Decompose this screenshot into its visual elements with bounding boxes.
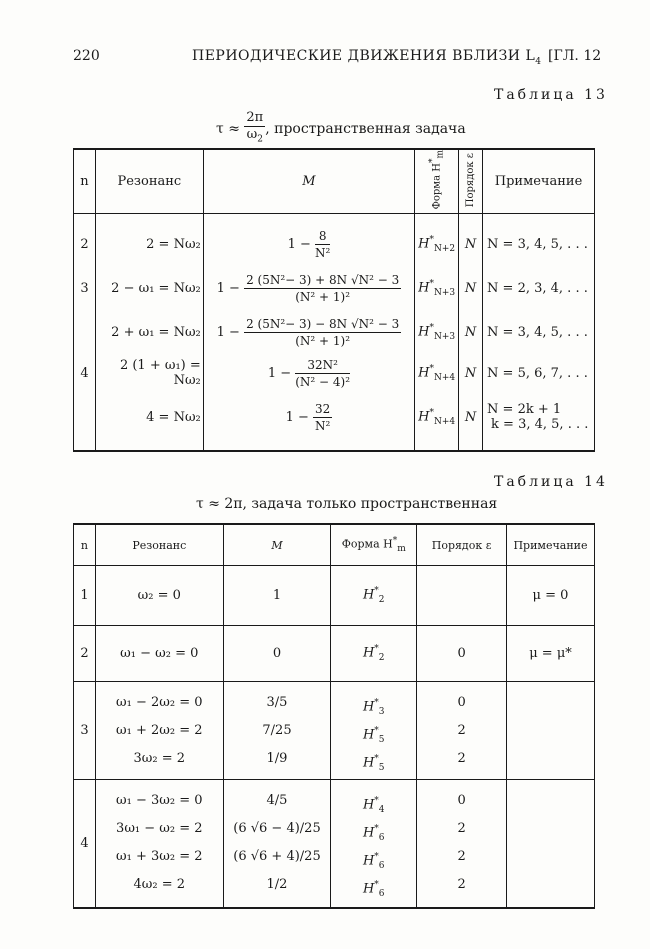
- cell-resonance: ω₁ − ω₂ = 0: [95, 626, 223, 682]
- cell-n: [74, 310, 96, 354]
- cell-form: $H^*_4$ $H^*_6$ $H^*_6$ $H^*_6$: [331, 780, 417, 908]
- cell-n: 2: [74, 214, 96, 267]
- col-header-m: M: [223, 524, 331, 566]
- cell-m: 4/5 (6 √6 − 4)/25 (6 √6 + 4)/25 1/2: [223, 780, 331, 908]
- cell-order: N: [459, 266, 483, 310]
- cell-note: μ = 0: [507, 566, 595, 626]
- table13-row: [74, 354, 595, 392]
- col-header-form: Форма $H^*_m$: [415, 149, 459, 214]
- cell-n: [74, 392, 96, 442]
- cell-note: N = 5, 6, 7, . . .: [483, 354, 595, 392]
- cell-order: [417, 566, 507, 626]
- cell-form: $H^*_{N+2}$: [415, 214, 459, 267]
- col-header-note: Примечание: [483, 149, 595, 214]
- table13-row: [74, 214, 595, 267]
- cell-order: N: [459, 354, 483, 392]
- table14-group: [74, 626, 595, 682]
- cell-note: [507, 682, 595, 780]
- col-header-m: M: [203, 149, 414, 214]
- cell-note: N = 2k + 1 k = 3, 4, 5, . . .: [483, 392, 595, 442]
- cell-m: 1 − $\frac{\text{2 (5N²− 3) + 8N √N² − 3}}{\text{(N² + 1)²}}$: [203, 266, 414, 310]
- cell-n: 3: [74, 266, 96, 310]
- cell-n: 4: [74, 354, 96, 392]
- page-number: 220: [73, 48, 100, 64]
- cell-resonance: ω₁ − 3ω₂ = 0 3ω₁ − ω₂ = 2 ω₁ + 3ω₂ = 2 4ω₂ = 2: [95, 780, 223, 908]
- cell-note: N = 2, 3, 4, . . .: [483, 266, 595, 310]
- col-header-order: Порядок ε: [417, 524, 507, 566]
- table13-subtitle: τ ≈ $\frac{2\pi}{\omega_2}$ , пространственная задача: [216, 110, 466, 148]
- cell-note: N = 3, 4, 5, . . .: [483, 214, 595, 267]
- cell-n: 2: [74, 626, 96, 682]
- table13: [73, 148, 595, 452]
- col-header-note: Примечание: [507, 524, 595, 566]
- table13-bottom-rule: [74, 442, 595, 451]
- table14-group: [74, 780, 595, 908]
- cell-m: 1 − $\frac{8}{\text{N²}}$: [203, 214, 414, 267]
- table14-group: [74, 566, 595, 626]
- table14-header-row: [74, 524, 595, 566]
- cell-resonance: 2 + ω₁ = Nω₂: [95, 310, 203, 354]
- cell-resonance: 4 = Nω₂: [95, 392, 203, 442]
- cell-order: N: [459, 310, 483, 354]
- cell-order: 0: [417, 626, 507, 682]
- table13-row: [74, 392, 595, 442]
- running-title: ПЕРИОДИЧЕСКИЕ ДВИЖЕНИЯ ВБЛИЗИ $L_4$: [192, 48, 542, 67]
- cell-resonance: ω₂ = 0: [95, 566, 223, 626]
- cell-form: $H^*_{N+4}$: [415, 354, 459, 392]
- cell-m: 3/5 7/25 1/9: [223, 682, 331, 780]
- table13-header-row: [74, 149, 595, 214]
- tau-fraction: $\frac{2\pi}{\omega_2}$: [246, 110, 264, 145]
- cell-form: $H^*_{N+3}$: [415, 310, 459, 354]
- cell-form: $H^*_{N+4}$: [415, 392, 459, 442]
- cell-form: $H^*_{N+3}$: [415, 266, 459, 310]
- cell-form: $H^*_2$: [331, 566, 417, 626]
- cell-resonance: 2 = Nω₂: [95, 214, 203, 267]
- col-header-resonance: Резонанс: [95, 524, 223, 566]
- cell-note: μ = μ*: [507, 626, 595, 682]
- cell-note: [507, 780, 595, 908]
- cell-m: 1 − $\frac{\text{32N²}}{\text{(N² − 4)²}}$: [203, 354, 414, 392]
- col-header-order: Порядок ε: [459, 149, 483, 214]
- chapter-label: [ГЛ. 12: [548, 48, 602, 64]
- cell-resonance: ω₁ − 2ω₂ = 0 ω₁ + 2ω₂ = 2 3ω₂ = 2: [95, 682, 223, 780]
- table13-row: [74, 310, 595, 354]
- cell-n: 1: [74, 566, 96, 626]
- table14: [73, 523, 595, 909]
- cell-order: N: [459, 214, 483, 267]
- col-header-n: n: [74, 524, 96, 566]
- table13-row: [74, 266, 595, 310]
- cell-n: 3: [74, 682, 96, 780]
- col-header-n: n: [74, 149, 96, 214]
- col-header-resonance: Резонанс: [95, 149, 203, 214]
- col-header-form: Форма $H^*_m$: [331, 524, 417, 566]
- table14-group: [74, 682, 595, 780]
- cell-note: N = 3, 4, 5, . . .: [483, 310, 595, 354]
- cell-resonance: 2 − ω₁ = Nω₂: [95, 266, 203, 310]
- cell-m: 0: [223, 626, 331, 682]
- cell-order: 0 2 2: [417, 682, 507, 780]
- cell-order: 0 2 2 2: [417, 780, 507, 908]
- table14-label: Таблица 14: [494, 474, 608, 490]
- cell-m: 1: [223, 566, 331, 626]
- cell-n: 4: [74, 780, 96, 908]
- cell-resonance: 2 (1 + ω₁) = Nω₂: [95, 354, 203, 392]
- cell-form: $H^*_2$: [331, 626, 417, 682]
- cell-m: 1 − $\frac{\text{2 (5N²− 3) − 8N √N² − 3}}{\text{(N² + 1)²}}$: [203, 310, 414, 354]
- cell-order: N: [459, 392, 483, 442]
- table14-subtitle: τ ≈ 2π, задача только пространственная: [196, 496, 498, 512]
- cell-m: 1 − $\frac{32}{\text{N²}}$: [203, 392, 414, 442]
- table13-label: Таблица 13: [494, 87, 608, 103]
- cell-form: $H^*_3$ $H^*_5$ $H^*_5$: [331, 682, 417, 780]
